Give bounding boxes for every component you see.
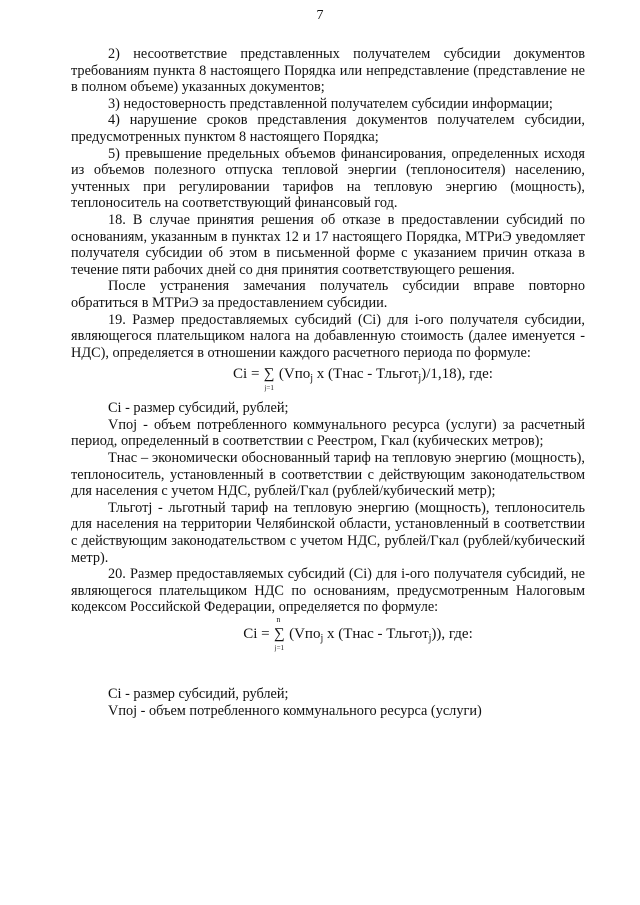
- document-body: [71, 46, 585, 719]
- paragraph-clause-19: 19. Размер предоставляемых субсидий (Ci) для i-ого получателя субсидии, являющегося плательщиком налога на добавленную стоимость (далее именуется - НДС), определяется в отношении каждого расчетного периода по формуле:: [71, 311, 585, 361]
- formula-body: (Vпо$_j$ x (Тнас - Тльгот$_j$)), где:: [289, 626, 473, 644]
- paragraph-item-4: 4) нарушение сроков представления документов получателем субсидии, предусмотренных пунктом 8 настоящего Порядка;: [71, 112, 585, 145]
- definition-tlgot: Тльготj - льготный тариф на тепловую энергию (мощность), теплоноситель для населения на территории Челябинской области, установленный в соответствии с действующим законодательством с учетом НДС, рублей/Гкал (рублей/кубический метр).: [71, 499, 585, 566]
- page-number: 7: [316, 8, 324, 23]
- paragraph-item-3: 3) недостоверность представленной получателем субсидии информации;: [108, 95, 553, 112]
- formula-lhs: Ci =: [243, 626, 270, 642]
- sum-lower-limit: j=1: [274, 644, 285, 652]
- definition-tnas: Тнас – экономически обоснованный тариф на тепловую энергию (мощность), теплоноситель, установленный в соответствии с действующим законодательством для населения с учетом НДС, рублей/Гкал (рублей/кубический метр);: [71, 450, 585, 500]
- formula-subsidy-no-vat: [131, 615, 585, 666]
- paragraph-after-fix: После устранения замечания получатель субсидии вправе повторно обратиться в МТРиЭ за предоставлением субсидии.: [71, 278, 585, 311]
- paragraph-clause-20: 20. Размер предоставляемых субсидий (Ci) для i-ого получателя субсидий, не являющегося плательщиком НДС по основаниям, предусмотренным Налоговым кодексом Российской Федерации, определяется по формуле:: [71, 566, 585, 616]
- definition-vpo-2: Vпоj - объем потребленного коммунального ресурса (услуги): [108, 702, 482, 719]
- paragraph-clause-18: 18. В случае принятия решения об отказе в предоставлении субсидий по основаниям, указанным в пунктах 12 и 17 настоящего Порядка, МТРиЭ уведомляет получателя субсидии об этом в письменной форме с указанием причин отказа в течение пяти рабочих дней со дня принятия соответствующего решения.: [71, 211, 585, 278]
- sum-upper-limit: n: [276, 615, 281, 624]
- formula-body: (Vпо$_j$ x (Тнас - Тльгот$_j$)/1,18), где:: [278, 366, 493, 385]
- sum-symbol: n ∑ j=1: [273, 626, 285, 643]
- formula-lhs: Ci =: [233, 366, 260, 383]
- definition-vpo: Vпоj - объем потребленного коммунального ресурса (услуги) за расчетный период, определенный в соответствии с Реестром, Гкал (кубических метров);: [71, 416, 585, 450]
- formula-subsidy-vat: [141, 366, 585, 393]
- definition-ci-2: Ci - размер субсидий, рублей;: [108, 686, 289, 702]
- paragraph-item-5: 5) превышение предельных объемов финансирования, определенных исходя из объемов полезного отпуска тепловой энергии (теплоносителя) населению, учтенных при регулировании тарифов на тепловую энергию (мощность), теплоноситель на соответствующий финансовый год.: [71, 145, 585, 212]
- sum-symbol: ∑ j=1: [263, 366, 275, 383]
- paragraph-item-2: 2) несоответствие представленных получателем субсидии документов требованиям пункта 8 настоящего Порядка или непредставление (представление не в полном объеме) указанных документов;: [71, 46, 585, 96]
- definition-ci: Ci - размер субсидий, рублей;: [108, 400, 289, 417]
- sum-lower-limit: j=1: [264, 384, 274, 393]
